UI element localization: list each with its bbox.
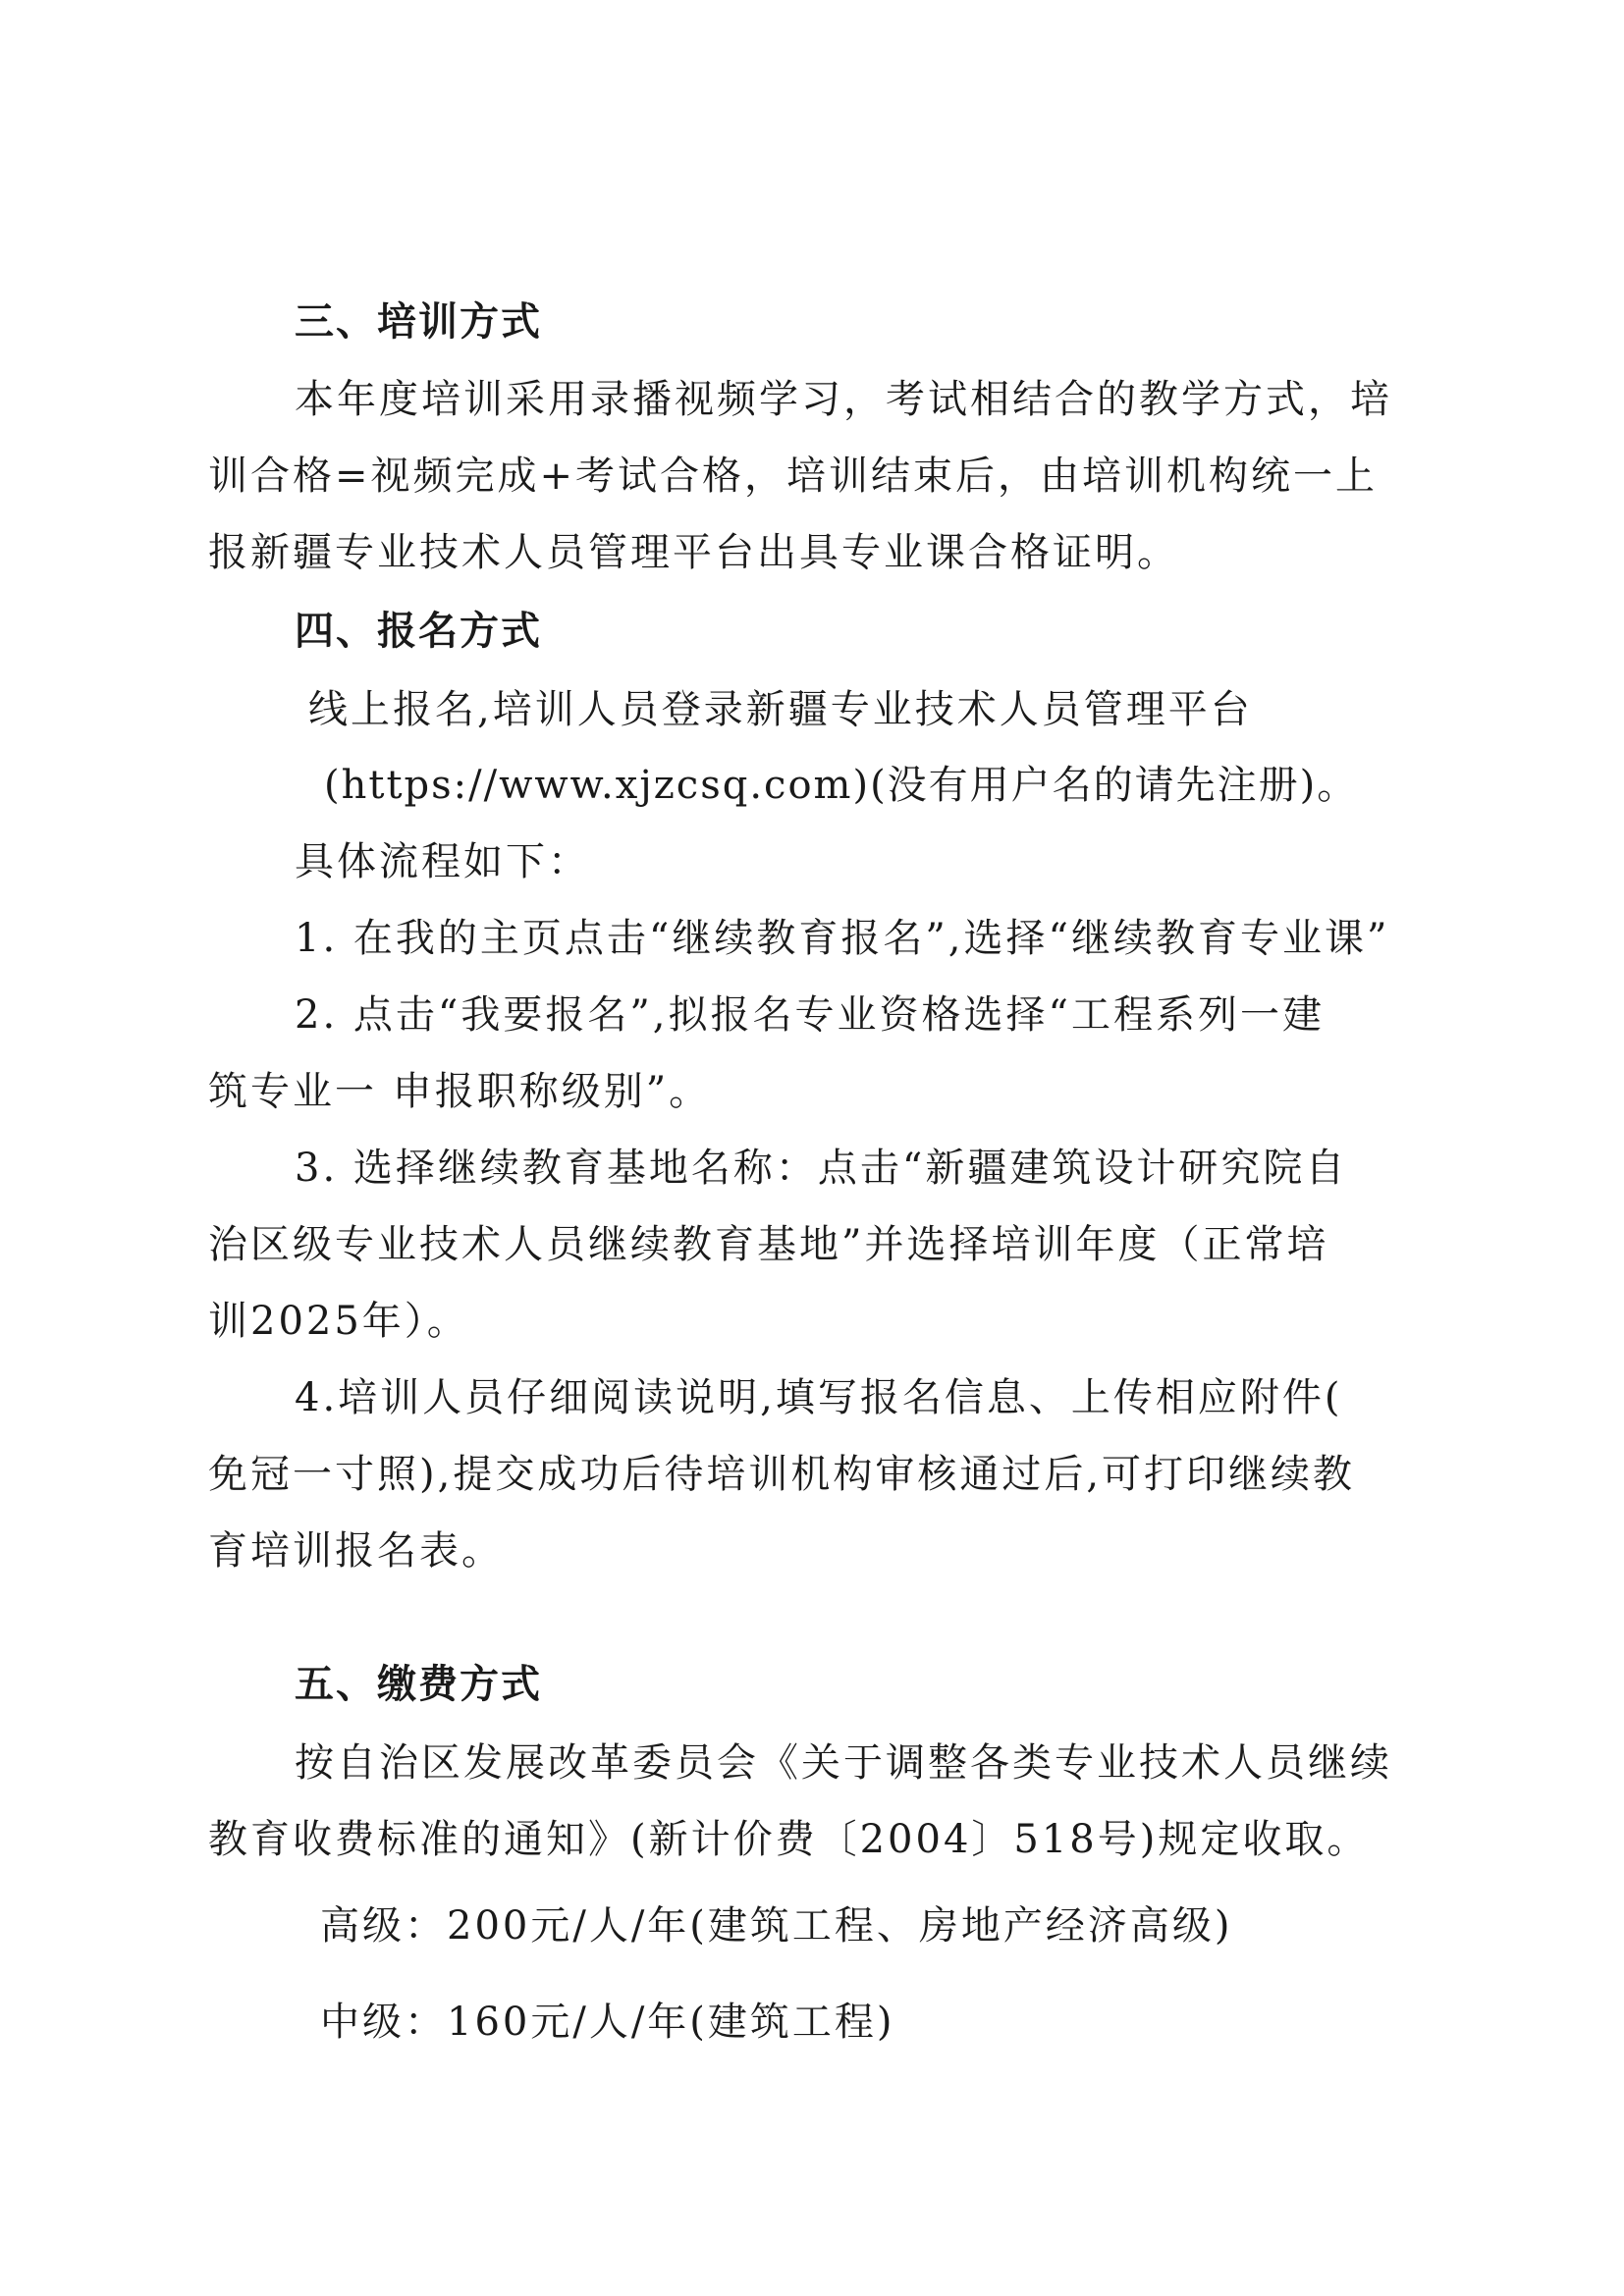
section-4-intro-line: 具体流程如下：: [295, 839, 590, 884]
fee-senior-line: 高级：200元/人/年(建筑工程、房地产经济高级): [320, 1903, 1233, 1949]
section-3-heading: 三、培训方式: [295, 299, 542, 345]
step-3-line: 治区级专业技术人员继续教育基地”并选择培训年度（正常培: [208, 1222, 1329, 1267]
step-2-line: 2. 点击“我要报名”,拟报名专业资格选择“工程系列一建: [295, 992, 1325, 1038]
section-5-heading: 五、缴费方式: [295, 1662, 542, 1707]
fee-intermediate-line: 中级：160元/人/年(建筑工程): [320, 2000, 895, 2045]
step-3-line: 训2025年）。: [208, 1299, 469, 1344]
step-1-line: 1. 在我的主页点击“继续教育报名”,选择“继续教育专业课”: [295, 916, 1390, 961]
step-4-line: 育培训报名表。: [208, 1528, 504, 1574]
step-4-line: 4.培训人员仔细阅读说明,填写报名信息、上传相应附件(: [295, 1375, 1343, 1420]
step-2-line: 筑专业一 申报职称级别”。: [208, 1069, 712, 1114]
section-4-intro-line: 线上报名,培训人员登录新疆专业技术人员管理平台: [308, 687, 1253, 732]
section-4-heading: 四、报名方式: [295, 609, 542, 654]
section-3-line: 报新疆专业技术人员管理平台出具专业课合格证明。: [208, 530, 1179, 575]
step-4-line: 免冠一寸照),提交成功后待培训机构审核通过后,可打印继续教: [208, 1452, 1356, 1497]
section-3-line: 训合格=视频完成+考试合格，培训结束后，由培训机构统一上: [208, 454, 1379, 499]
platform-url-line: (https://www.xjzcsq.com)(没有用户名的请先注册)。: [324, 763, 1359, 808]
step-3-line: 3. 选择继续教育基地名称：点击“新疆建筑设计研究院自: [295, 1146, 1348, 1191]
section-5-line: 按自治区发展改革委员会《关于调整各类专业技术人员继续: [295, 1740, 1392, 1786]
section-3-line: 本年度培训采用录播视频学习，考试相结合的教学方式，培: [295, 377, 1392, 422]
section-5-line: 教育收费标准的通知》(新计价费〔2004〕518号)规定收取。: [208, 1817, 1370, 1862]
